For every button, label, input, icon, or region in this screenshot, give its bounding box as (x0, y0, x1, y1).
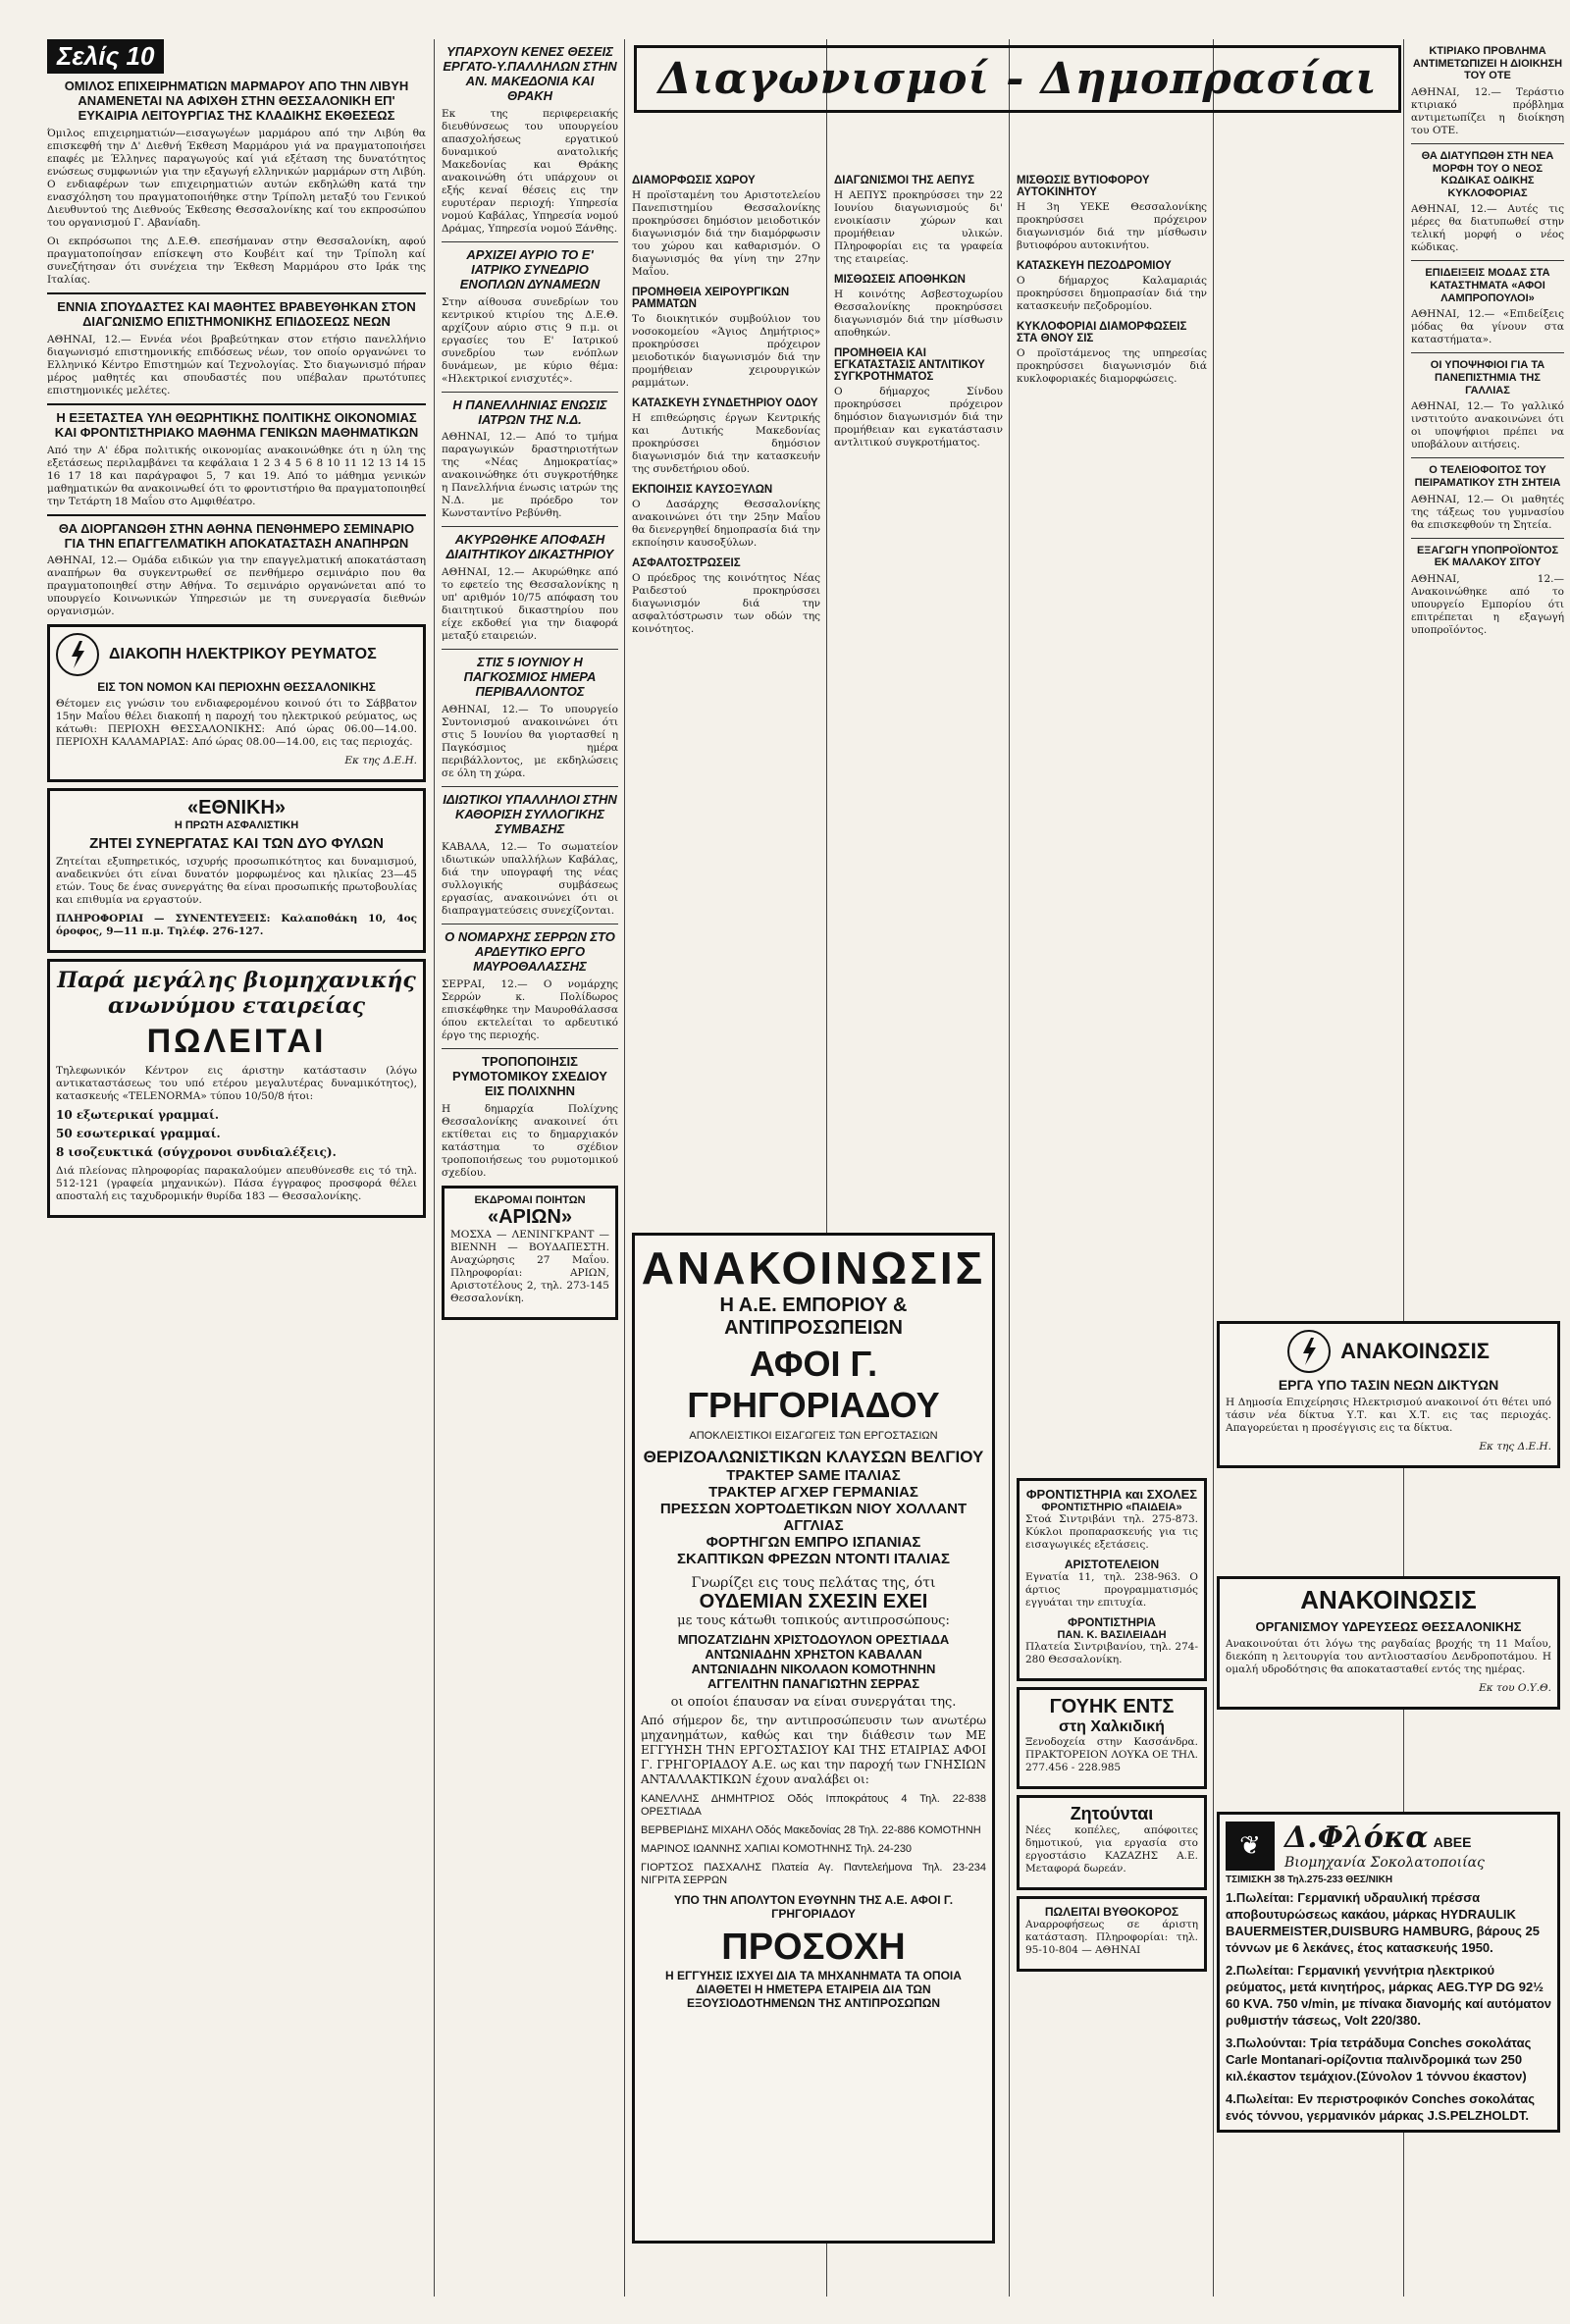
article-text: Οι εκπρόσωποι της Δ.Ε.Θ. επεσήμαναν στην Θεσσαλονίκη, αφού πραγματοποίησαν επίσκεψη στο Κουβέιτ καί την Τρίπολη καί συνεζήτησαν ότι συνέχεια την Έκθεση Μαρμάρου στο Ιράκ της Ιταλίας. (47, 235, 426, 286)
headline: ΔΙΑΓΩΝΙΣΜΟΙ ΤΗΣ ΑΕΠΥΣ (834, 175, 975, 186)
ad-text: Αναρροφήσεως σε άριστη κατάσταση. Πληροφορίαι: τηλ. 95-10-804 — ΑΘΗΝΑΙ (1025, 1919, 1198, 1956)
ad-text: Ζητείται εξυπηρετικός, ισχυρής προσωπικότητος και δυναμισμού, αναδεικνύει ότι είναι δυνατόν μορφωμένος και ηλικίας 23—45 ετών. Τους δε ένας συνεργάτης θα είναι προσωπικής πρωτοβουλίας και επιθυμία να εργαστούν. (56, 856, 417, 907)
headline: ΚΑΤΑΣΚΕΥΗ ΣΥΝΔΕΤΗΡΙΟΥ ΟΔΟΥ (632, 397, 818, 409)
column-2 (442, 39, 618, 1326)
list-item: ΑΓΓΕΛΙΤΗΝ ΠΑΝΑΓΙΩΤΗΝ ΣΕΡΡΑΣ (706, 1676, 920, 1691)
section-badge: Σελίς 10 (47, 39, 164, 74)
notice-text: οι οποίοι έπαυσαν να είναι συνεργάται της. (670, 1695, 957, 1710)
ad-title: Ζητούνται (1070, 1804, 1154, 1823)
ad-contact: ΠΛΗΡΟΦΟΡΙΑΙ — ΣΥΝΕΝΤΕΥΞΕΙΣ: Καλαποθάκη 10, 4ος όροφος, 9—11 π.μ. Τηλέφ. 276-127. (56, 913, 417, 938)
ad-subtitle: ΠΑΝ. Κ. ΒΑΣΙΛΕΙΑΔΗ (1057, 1629, 1167, 1641)
headline: ΑΡΧΙΖΕΙ ΑΥΡΙΟ ΤΟ Ε' ΙΑΤΡΙΚΟ ΣΥΝΕΔΡΙΟ ΕΝΟΠΛΩΝ ΔΥΝΑΜΕΩΝ (459, 246, 601, 291)
list-item: 10 εξωτερικαί γραμμαί. (56, 1108, 219, 1123)
notice-subtitle: ΟΡΓΑΝΙΣΜΟΥ ΥΔΡΕΥΣΕΩΣ ΘΕΣΣΑΛΟΝΙΚΗΣ (1255, 1619, 1522, 1634)
ad-title: ΠΩΛΕΙΤΑΙ ΒΥΘΟΚΟΡΟΣ (1044, 1905, 1179, 1919)
notice-signature: Εκ της Δ.Ε.Η. (344, 755, 417, 767)
ad-title: ΓΟΥΗΚ ΕΝΤΣ (1049, 1696, 1175, 1717)
headline: ΑΚΥΡΩΘΗΚΕ ΑΠΟΦΑΣΗ ΔΙΑΙΤΗΤΙΚΟΥ ΔΙΚΑΣΤΗΡΙΟΥ (445, 532, 614, 562)
list-item: ΜΑΡΙΝΟΣ ΙΩΑΝΝΗΣ ΧΑΠΙΑΙ ΚΟΜΟΤΗΝΗΣ Τηλ. 24-230 (641, 1843, 913, 1855)
notice-subtitle: ΕΙΣ ΤΟΝ ΝΟΜΟΝ ΚΑΙ ΠΕΡΙΟΧΗΝ ΘΕΣΣΑΛΟΝΙΚΗΣ (97, 680, 376, 695)
headline: ΤΡΟΠΟΠΟΙΗΣΙΣ ΡΥΜΟΤΟΜΙΚΟΥ ΣΧΕΔΙΟΥ ΕΙΣ ΠΟΛΙΧΝΗΝ (452, 1053, 607, 1098)
dei-network-notice (1217, 1321, 1560, 1468)
column-6 (1411, 39, 1564, 643)
headline: ΜΙΣΘΩΣΙΣ ΒΥΤΙΟΦΟΡΟΥ ΑΥΤΟΚΙΝΗΤΟΥ (1017, 175, 1150, 198)
article-text: Ο προϊστάμενος της υπηρεσίας προκηρύσσει διαγωνισμόν διά κυκλοφοριακές διαμορφώσεις. (1017, 347, 1207, 385)
headline: ΕΞΑΓΩΓΗ ΥΠΟΠΡΟΪΟΝΤΟΣ ΕΚ ΜΑΛΑΚΟΥ ΣΙΤΟΥ (1416, 544, 1559, 569)
headline: ΚΤΙΡΙΑΚΟ ΠΡΟΒΛΗΜΑ ΑΝΤΙΜΕΤΩΠΙΖΕΙ Η ΔΙΟΙΚΗΣΗ ΤΟΥ ΟΤΕ (1412, 45, 1563, 82)
list-item: 8 ισοζευκτικά (σύγχρονοι συνδιαλέξεις). (56, 1145, 337, 1160)
headline: ΑΣΦΑΛΤΟΣΤΡΩΣΕΙΣ (632, 557, 741, 569)
article-text: Ο Δασάρχης Θεσσαλονίκης ανακοινώνει ότι την 25ην Μαΐου θα διενεργηθεί δημοπρασία διά την εκποίησιν καυσοξύλων. (632, 499, 820, 549)
headline: Η ΠΑΝΕΛΛΗΝΙΑΣ ΕΝΩΣΙΣ ΙΑΤΡΩΝ ΤΗΣ Ν.Δ. (452, 396, 607, 427)
section-masthead: Διαγωνισμοί - Δημοπρασίαι (634, 45, 1401, 113)
ad-title: ΦΡΟΝΤΙΣΤΗΡΙΑ και ΣΧΟΛΕΣ (1025, 1487, 1198, 1502)
wanted-ad (1017, 1795, 1207, 1890)
ad-text: Τηλεφωνικόν Κέντρον εις άριστην κατάστασιν (λόγω αντικαταστάσεως του υπό ετέρου μεγαλυτέρας δυναμικότητος), κατασκευής «TELENORMA» τύπου 10/50/8 ήτοι: (56, 1065, 417, 1103)
ad-subtitle: ΦΡΟΝΤΙΣΤΗΡΙΟ «ΠΑΙΔΕΙΑ» (1041, 1502, 1182, 1513)
headline: ΚΑΤΑΣΚΕΥΗ ΠΕΖΟΔΡΟΜΙΟΥ (1017, 260, 1172, 272)
list-item: 2.Πωλείται: Γερμανική γεννήτρια ηλεκτρικού ρεύματος, μετά κινητήρος, μάρκας AEG.TYP DG 92½ 60 KVA. 750 ν/min, με πίνακα διανομής καί αυτόματον ρυθμιστήν τάσεως, Volt 220/380. (1226, 1963, 1552, 2028)
headline: ΚΥΚΛΟΦΟΡΙΑΙ ΔΙΑΜΟΡΦΩΣΕΙΣ ΣΤΑ ΘΝΟΥ ΣΙΣ (1017, 321, 1187, 344)
telephone-center-sale-ad (47, 959, 426, 1218)
headline: ΥΠΑΡΧΟΥΝ ΚΕΝΕΣ ΘΕΣΕΙΣ ΕΡΓΑΤΟ-Υ.ΠΑΛΛΗΛΩΝ ΣΤΗΝ ΑΝ. ΜΑΚΕΔΟΝΙΑ ΚΑΙ ΘΡΑΚΗ (443, 44, 617, 103)
list-item: ΚΑΝΕΛΛΗΣ ΔΗΜΗΤΡΙΟΣ Οδός Ιπποκράτους 4 Τηλ. 22-838 ΟΡΕΣΤΙΑΔΑ (641, 1793, 986, 1818)
dei-logo-icon (1287, 1330, 1331, 1373)
classified-ads (1017, 1472, 1207, 1978)
ad-text: Εγνατία 11, τηλ. 238-963. Ο άρτιος προγραμματισμός εγγυάται την επιτυχία. (1025, 1571, 1198, 1609)
ad-subtitle: Η ΠΡΩΤΗ ΑΣΦΑΛΙΣΤΙΚΗ (174, 819, 299, 832)
column-3 (632, 167, 820, 642)
headline: ΘΑ ΔΙΟΡΓΑΝΩΘΗ ΣΤΗΝ ΑΘΗΝΑ ΠΕΝΘΗΜΕΡΟ ΣΕΜΙΝΑΡΙΟ ΓΙΑ ΤΗΝ ΕΠΑΓΓΕΛΜΑΤΙΚΗ ΑΠΟΚΑΤΑΣΤΑΣΗ ΑΝΑΠΗΡΩΝ (58, 520, 415, 551)
notice-subtitle: ΕΡΓΑ ΥΠΟ ΤΑΣΙΝ ΝΕΩΝ ΔΙΚΤΥΩΝ (1278, 1377, 1499, 1393)
headline: ΠΡΟΜΗΘΕΙΑ ΚΑΙ ΕΓΚΑΤΑΣΤΑΣΙΣ ΑΝΤΛΙΤΙΚΟΥ ΣΥΓΚΡΟΤΗΜΑΤΟΣ (834, 347, 985, 383)
article-text: ΑΘΗΝΑΙ, 12.— Τεράστιο κτιριακό πρόβλημα αντιμετωπίζει η διοίκηση του ΟΤΕ. (1411, 85, 1564, 136)
column-rule (1009, 39, 1010, 2297)
article-text: ΑΘΗΝΑΙ, 12.— Ομάδα ειδικών για την επαγγελματική αποκατάσταση αναπήρων θα συγκεντρωθεί σε πενθήμερο σεμινάριο που θα πραγματοποιηθεί στην Αθήνα. Το σεμινάριο οργανώνεται από το υπουργείο Κοινωνικών Υπηρεσιών με τη συνεργασία διεθνών οργανισμών. (47, 555, 426, 618)
article-text: ΑΘΗΝΑΙ, 12.— Το υπουργείο Συντονισμού ανακοινώνει ότι στις 5 Ιουνίου θα γιορτασθεί η Παγκόσμιος ημέρα περιβάλλοντος, με εκδηλώσεις σε όλη τη χώρα. (442, 704, 618, 780)
company-name: ΑΦΟΙ Γ. ΓΡΗΓΟΡΙΑΔΟΥ (687, 1344, 940, 1425)
company-name: Δ.Φλόκα (1284, 1821, 1429, 1855)
notice-signature: Εκ της Δ.Ε.Η. (1479, 1441, 1551, 1452)
article-text: Από την Α' έδρα πολιτικής οικονομίας ανακοινώθηκε ότι η ύλη της εξετάσεως περιλαμβάνει τα κεφάλαια 1 2 3 4 5 6 8 10 11 12 13 14 15 16 17 18 και παράγραφοι 5, 7 και 19. Από το μάθημα γενικών μαθηματικών θα ανακοινωθεί ότι το φροντιστήριο θα πραγματοποιηθεί την Τετάρτη 18 Μαΐου στο Αμφιθέατρο. (47, 444, 426, 507)
ad-text: Πλατεία Σιντριβανίου, τηλ. 274-280 Θεσσαλονίκη. (1025, 1641, 1198, 1665)
notice-title: ΑΝΑΚΟΙΝΩΣΙΣ (1340, 1339, 1490, 1363)
warning-text: Η ΕΓΓΥΗΣΙΣ ΙΣΧΥΕΙ ΔΙΑ ΤΑ ΜΗΧΑΝΗΜΑΤΑ ΤΑ ΟΠΟΙΑ ΔΙΑΘΕΤΕΙ Η ΗΜΕΤΕΡΑ ΕΤΑΙΡΕΙΑ ΔΙΑ ΤΩΝ ΕΞΟΥΣΙΟΔΟΤΗΜΕΝΩΝ ΤΗΣ ΑΝΤΙΠΡΟΣΩΠΩΝ (665, 1969, 962, 2010)
arion-tours-ad (442, 1186, 618, 1320)
article-text: ΣΕΡΡΑΙ, 12.— Ο νομάρχης Σερρών κ. Πολίδωρος επισκέφθηκε την Μαυροθάλασσα όπου εκτελείται το αρδευτικό έργο της περιοχής. (442, 977, 618, 1041)
headline: ΕΝΝΙΑ ΣΠΟΥΔΑΣΤΕΣ ΚΑΙ ΜΑΘΗΤΕΣ ΒΡΑΒΕΥΘΗΚΑΝ ΣΤΟΝ ΔΙΑΓΩΝΙΣΜΟ ΕΠΙΣΤΗΜΟΝΙΚΗΣ ΕΠΙΔΟΣΕΩΣ ΝΕΩΝ (57, 298, 416, 329)
ethniki-ad (47, 788, 426, 953)
headline: Ο ΝΟΜΑΡΧΗΣ ΣΕΡΡΩΝ ΣΤΟ ΑΡΔΕΥΤΙΚΟ ΕΡΓΟ ΜΑΥΡΟΘΑΛΑΣΣΗΣ (445, 928, 615, 974)
headline: ΟΙ ΥΠΟΨΗΦΙΟΙ ΓΙΑ ΤΑ ΠΑΝΕΠΙΣΤΗΜΙΑ ΤΗΣ ΓΑΛΛΙΑΣ (1430, 359, 1545, 396)
ad-title: ΕΚΔΡΟΜΑΙ ΠΟΙΗΤΩΝ (474, 1193, 586, 1206)
company-tagline: Βιομηχανία Σοκολατοποιίας (1284, 1855, 1485, 1871)
article-text: Εκ της περιφερειακής διευθύνσεως του υπουργείου απασχολήσεως εργατικού δυναμικού ανατολικής Μακεδονίας και Θράκης ανακοινώθη ότι υπάρχουν οι εξής κεναί θέσεις εις την ευρυτέραν περιοχή: Υπηρεσία νομού Καβάλας, Υπηρεσία νομού Δράμας, Υπηρεσία νομού Ξάνθης. (442, 107, 618, 235)
water-authority-notice (1217, 1576, 1560, 1710)
article-text: Η ΑΕΠΥΣ προκηρύσσει την 22 Ιουνίου διαγωνισμούς δι' ενοικίασιν χώρων και προμήθειαν υλικών. Πληροφορίαι εις τα γραφεία της εταιρείας. (834, 189, 1003, 265)
article-text: Η 3η ΥΕΚΕ Θεσσαλονίκης προκηρύσσει πρόχειρον διαγωνισμόν διά την μίσθωσιν βυτιοφόρου αυτοκινήτου. (1017, 201, 1207, 251)
product-line: ΤΡΑΚΤΕΡ SAME ΙΤΑΛΙΑΣ (726, 1467, 901, 1484)
list-item: 4.Πωλείται: Εν περιστροφικόν Conches σοκολάτας ενός τόννου, γερμανικόν μάρκας J.S.PELZHOLDT. (1226, 2091, 1536, 2123)
article-text: Η δημαρχία Πολίχνης Θεσσαλονίκης ανακοινεί ότι εκτίθεται εις το δημαρχιακόν κατάστημα το σχέδιον τροποποιήσεως του ρυμοτομικού σχεδίου. (442, 1102, 618, 1179)
column-rule (434, 39, 435, 2297)
notice-signature: Εκ του Ο.Υ.Θ. (1479, 1682, 1551, 1694)
article-text: ΑΘΗΝΑΙ, 12.— Αυτές τις μέρες θα διατυπωθεί στην τελική μορφή ο νέος κώδικας. (1411, 203, 1564, 254)
headline: ΜΙΣΘΩΣΕΙΣ ΑΠΟΘΗΚΩΝ (834, 274, 966, 286)
ad-text: Ξενοδοχεία στην Κασσάνδρα. ΠΡΑΚΤΟΡΕΙΟΝ ΛΟΥΚΑ ΟΕ ΤΗΛ. 277.456 - 228.985 (1025, 1736, 1198, 1773)
headline: ΕΠΙΔΕΙΞΕΙΣ ΜΟΔΑΣ ΣΤΑ ΚΑΤΑΣΤΗΜΑΤΑ «ΑΦΟΙ ΛΑΜΠΡΟΠΟΥΛΟΙ» (1425, 267, 1550, 304)
column-5 (1017, 167, 1207, 392)
article-text: ΑΘΗΝΑΙ, 12.— Από το τμήμα παραγωγικών δραστηριοτήτων της «Νέας Δημοκρατίας» ανακοινώθηκε ότι συγκροτήθηκε η Πανελλήνια ένωσις ιατρών της Ν.Δ. με πρόεδρο τον Κωνσταντίνο Ρεβύνθη. (442, 431, 618, 520)
list-item: ΓΙΟΡΤΣΟΣ ΠΑΣΧΑΛΗΣ Πλατεία Αγ. Παντελεήμονα Τηλ. 23-234 ΝΙΓΡΙΤΑ ΣΕΡΡΩΝ (641, 1862, 986, 1886)
headline: ΠΡΟΜΗΘΕΙΑ ΧΕΙΡΟΥΡΓΙΚΩΝ ΡΑΜΜΑΤΩΝ (632, 287, 790, 310)
headline: Ο ΤΕΛΕΙΟΦΟΙΤΟΣ ΤΟΥ ΠΕΙΡΑΜΑΤΙΚΟΥ ΣΤΗ ΣΗΤΕΙΑ (1414, 464, 1561, 489)
ad-text: ΜΟΣΧΑ — ΛΕΝΙΝΓΚΡΑΝΤ — ΒΙΕΝΝΗ — ΒΟΥΔΑΠΕΣΤΗ. Αναχώρησις 27 Μαΐου. Πληροφορίαι: ΑΡΙΩΝ, Αριστοτέλους 2, τηλ. 273-145 Θεσσαλονίκη. (450, 1228, 609, 1304)
product-line: ΦΟΡΤΗΓΩΝ ΕΜΠΡΟ ΙΣΠΑΝΙΑΣ (706, 1534, 921, 1551)
floka-logo-icon: ❦ (1226, 1822, 1275, 1871)
product-line: ΣΚΑΠΤΙΚΩΝ ΦΡΕΖΩΝ ΝΤΟΝΤΙ ΙΤΑΛΙΑΣ (677, 1551, 950, 1567)
hotel-ad (1017, 1687, 1207, 1789)
notice-subtitle: Η Α.Ε. ΕΜΠΟΡΙΟΥ & ΑΝΤΙΠΡΟΣΩΠΕΙΩΝ (719, 1294, 908, 1339)
ad-footer: Διά πλείονας πληροφορίας παρακαλούμεν απευθύνεσθε εις τό τηλ. 512-121 (γραφεία μηχανικών). Πάσα έγγραφος προσφορά θέλει αποσταλή εις ταχυδρομικήν θυρίδα 183 — Θεσσαλονίκης. (56, 1165, 417, 1203)
power-outage-notice (47, 624, 426, 782)
headline: Η ΕΞΕΤΑΣΤΕΑ ΥΛΗ ΘΕΩΡΗΤΙΚΗΣ ΠΟΛΙΤΙΚΗΣ ΟΙΚΟΝΟΜΙΑΣ ΚΑΙ ΦΡΟΝΤΙΣΤΗΡΙΑΚΟ ΜΑΘΗΜΑ ΓΕΝΙΚΩΝ ΜΑΘΗΜΑΤΙΚΩΝ (54, 409, 419, 440)
ad-subtitle: ΑΡΙΣΤΟΤΕΛΕΙΟΝ (1064, 1558, 1160, 1571)
column-4 (834, 167, 1003, 455)
list-item: ΑΝΤΩΝΙΑΔΗΝ ΝΙΚΟΛΑΟΝ ΚΟΜΟΤΗΝΗΝ (691, 1662, 936, 1676)
headline: ΔΙΑΜΟΡΦΩΣΙΣ ΧΩΡΟΥ (632, 175, 756, 186)
notice-text: Ανακοινούται ότι λόγω της ραγδαίας βροχής τη 11 Μαΐου, διεκόπη η λειτουργία του αντλιοστασίου Δενδροποτάμου. Η ομαλή υδροδότησις θα αποκατασταθεί εντός της ημέρας. (1226, 1638, 1551, 1675)
list-item: ΑΝΤΩΝΙΑΔΗΝ ΧΡΗΣΤΟΝ ΚΑΒΑΛΑΝ (705, 1647, 922, 1662)
column-rule (1213, 39, 1214, 2297)
company-address: ΤΣΙΜΙΣΚΗ 38 Τηλ.275-233 ΘΕΣ/ΝΙΚΗ (1226, 1875, 1393, 1885)
notice-text: Η Δημοσία Επιχείρησις Ηλεκτρισμού ανακοινοί ότι θέτει υπό τάσιν νέα δίκτυα Υ.Τ. και Χ.Τ. εις τας περιοχάς. Απαγορεύεται η προσέγγισις εις τα δίκτυα. (1226, 1397, 1551, 1434)
article-text: ΚΑΒΑΛΑ, 12.— Το σωματείον ιδιωτικών υπαλλήλων Καβάλας, διά την υπογραφή της νέας συλλογικής συμβάσεως εργασίας, ανακοινώνει ότι οι διαπραγματεύσεις συνεχίζονται. (442, 840, 618, 917)
article-text: ΑΘΗΝΑΙ, 12.— Ανακοινώθηκε από το υπουργείο Εμπορίου ότι επιτρέπεται η εξαγωγή υποπροϊόντος. (1411, 572, 1564, 636)
article-text: ΑΘΗΝΑΙ, 12.— Ακυρώθηκε από το εφετείο της Θεσσαλονίκης η υπ' αριθμόν 10/75 απόφαση του διαιτητικού δικαστηρίου που είχε εκδοθεί για την διαφορά μεταξύ εταιρειών. (442, 566, 618, 643)
ad-title: «ΕΘΝΙΚΗ» (186, 797, 287, 819)
dei-logo-icon (56, 633, 99, 676)
column-rule (624, 39, 625, 2297)
company-tagline: ΑΠΟΚΛΕΙΣΤΙΚΟΙ ΕΙΣΑΓΩΓΕΙΣ ΤΩΝ ΕΡΓΟΣΤΑΣΙΩΝ (689, 1430, 938, 1442)
headline: ΟΜΙΛΟΣ ΕΠΙΧΕΙΡΗΜΑΤΙΩΝ ΜΑΡΜΑΡΟΥ ΑΠΟ ΤΗΝ ΛΙΒΥΗ ΑΝΑΜΕΝΕΤΑΙ ΝΑ ΑΦΙΧΘΗ ΣΤΗΝ ΘΕΣΣΑΛΟΝΙΚΗ ΕΠ' ΕΥΚΑΙΡΙΑ ΛΕΙΤΟΥΡΓΙΑΣ ΤΗΣ ΚΛΑΔΙΚΗΣ ΕΚΘΕΣΕΩΣ (64, 79, 409, 123)
article-text: Ο δήμαρχος Σίνδου προκηρύσσει πρόχειρον δημόσιον διαγωνισμόν διά την προμήθειαν και εγκατάστασιν αντλιτικού συγκροτήματος. (834, 386, 1003, 449)
notice-text: ΥΠΟ ΤΗΝ ΑΠΟΛΥΤΟΝ ΕΥΘΥΝΗΝ ΤΗΣ Α.Ε. ΑΦΟΙ Γ. ΓΡΗΓΟΡΙΑΔΟΥ (673, 1893, 954, 1921)
list-item: ΜΠΟΖΑΤΖΙΔΗΝ ΧΡΙΣΤΟΔΟΥΛΟΝ ΟΡΕΣΤΙΑΔΑ (677, 1632, 950, 1647)
product-line: ΠΡΕΣΣΩΝ ΧΟΡΤΟΔΕΤΙΚΩΝ ΝΙΟΥ ΧΟΛΛΑΝΤ ΑΓΓΛΙΑΣ (659, 1501, 968, 1534)
ad-subtitle: στη Χαλκιδική (1059, 1718, 1165, 1735)
headline: ΣΤΙΣ 5 ΙΟΥΝΙΟΥ Η ΠΑΓΚΟΣΜΙΟΣ ΗΜΕΡΑ ΠΕΡΙΒΑΛΛΟΝΤΟΣ (463, 655, 597, 700)
article-text: Η προϊσταμένη του Αριστοτελείου Πανεπιστημίου Θεσσαλονίκης προκηρύσσει δημόσιον μειοδοτικόν διαγωνισμόν διά την διαμόρφωσιν του χώρου και καθαρισμόν. Ο διαγωνισμός θα γίνη την 27ην Μαΐου. (632, 189, 820, 278)
article-text: Η κοινότης Ασβεστοχωρίου Θεσσαλονίκης προκηρύσσει διαγωνισμόν διά την μίσθωσιν αποθηκών. (834, 289, 1003, 339)
ad-text: Νέες κοπέλες, απόφοιτες δημοτικού, για εργασία στο εργοστάσιο ΚΑΖΑΖΗΣ Α.Ε. Μεταφορά δωρεάν. (1025, 1824, 1198, 1875)
product-line: ΘΕΡΙΖΟΑΛΩΝΙΣΤΙΚΩΝ ΚΛΑΥΣΩΝ ΒΕΛΓΙΟΥ (643, 1448, 984, 1466)
headline: ΕΚΠΟΙΗΣΙΣ ΚΑΥΣΟΞΥΛΩΝ (632, 484, 773, 496)
ad-subtitle: ΦΡΟΝΤΙΣΤΗΡΙΑ (1068, 1615, 1156, 1629)
dredger-sale-ad (1017, 1896, 1207, 1972)
article-text: ΑΘΗΝΑΙ, 12.— «Επιδείξεις μόδας θα γίνουν στα καταστήματα». (1411, 308, 1564, 346)
company-type: ΑΒΕΕ (1433, 1834, 1472, 1850)
list-item: 3.Πωλούνται: Τρία τετράδυμα Conches σοκολάτας Carle Montanari-ορίζοντια παλινδρομικά των 250 κιλ.έκαστον τεμάχιον.(Σύνολον 1 τόννου έκαστον) (1226, 2035, 1532, 2084)
article-text: Όμιλος επιχειρηματιών—εισαγωγέων μαρμάρου από την Λιβύη θα επισκεφθή την Δ' Διεθνή Έκθεση Μαρμάρου γιά να πραγματοποιήσει επαφές με Έλληνες παραγωγούς καί γιά εξέταση της δυνατότητος ενώσεως συμφωνιών για την εξαγωγή ελληνικών μαρμάρων στη Λιβύη. Ο ενδιαφέρων των επιχειρηματιών αυτών εκδηλώθη κατά την ενασχόληση του πραγματοποιήθηκε στην Τρίπολη μεταξύ του Γενικού Διευθυντού της Διεθνούς Έκθεσης Θεσσαλονίκης καί του εκπροσώπου του οργανισμού Γ. Αβανίαδη. (47, 127, 426, 229)
section-masthead-wrapper (634, 45, 1401, 113)
ad-text: Στοά Σιντριβάνι τηλ. 275-873. Κύκλοι προπαρασκευής για τις εισαγωγικές εξετάσεις. (1025, 1513, 1198, 1551)
list-item: ΒΕΡΒΕΡΙΔΗΣ ΜΙΧΑΗΛ Οδός Μακεδονίας 28 Τηλ. 22-886 ΚΟΜΟΤΗΝΗ (641, 1824, 981, 1836)
column-1 (47, 39, 426, 1224)
article-text: Ο πρόεδρος της κοινότητος Νέας Ραιδεστού προκηρύσσει διαγωνισμόν διά την ασφαλτόστρωσιν των οδών της κοινότητος. (632, 572, 820, 635)
notice-emphasis: ΟΥΔΕΜΙΑΝ ΣΧΕΣΙΝ ΕΧΕΙ (699, 1591, 928, 1612)
notice-text: Γνωρίζει εις τους πελάτας της, ότι (691, 1575, 936, 1591)
article-text: Στην αίθουσα συνεδρίων του κεντρικού κτιρίου της Δ.Ε.Θ. αρχίζουν αύριο στις 9 π.μ. οι εργασίες του Ε' Ιατρικού συνεδρίου των ενόπλων δυνάμεων, με κύριο θέμα: «Ηλεκτρικοί ενισχυτές». (442, 295, 618, 385)
list-item: 50 εσωτερικαί γραμμαί. (56, 1127, 221, 1141)
article-text: ΑΘΗΝΑΙ, 12.— Το γαλλικό ινστιτούτο ανακοινώνει ότι οι υποψήφιοι πρέπει να υποβάλουν αιτήσεις. (1411, 400, 1564, 451)
notice-title: ΑΝΑΚΟΙΝΩΣΙΣ (1300, 1585, 1477, 1614)
ad-title: Παρά μεγάλης βιομηχανικής (57, 968, 416, 994)
list-item: 1.Πωλείται: Γερμανική υδραυλική πρέσσα αποβουτυρώσεως κακάου, μάρκας HYDRAULIK BAUERMEISTER,DUISBURG HAMBURG, βάρους 25 τόννων με 6 λεκάνες, έτος κατασκευής 1950. (1226, 1890, 1540, 1955)
ad-title: ανωνύμου εταιρείας (107, 993, 366, 1020)
article-text: Ο δήμαρχος Καλαμαριάς προκηρύσσει δημοπρασίαν διά την κατασκευήν πεζοδρομίου. (1017, 275, 1207, 312)
notice-title: ΔΙΑΚΟΠΗ ΗΛΕΚΤΡΙΚΟΥ ΡΕΥΜΑΤΟΣ (109, 646, 377, 663)
product-line: ΤΡΑΚΤΕΡ ΑΓΧΕΡ ΓΕΡΜΑΝΙΑΣ (708, 1484, 918, 1501)
tutoring-ad (1017, 1478, 1207, 1681)
headline: ΙΔΙΩΤΙΚΟΙ ΥΠΑΛΛΗΛΟΙ ΣΤΗΝ ΚΑΘΟΡΙΣΗ ΣΥΛΛΟΓΙΚΗΣ ΣΥΜΒΑΣΗΣ (443, 792, 617, 836)
article-text: ΑΘΗΝΑΙ, 12.— Εννέα νέοι βραβεύτηκαν στον ετήσιο πανελλήνιο διαγωνισμό επιστημονικής επιδόσεως νέων, τον οποίο οργανώνει το Ελληνικό Κέντρο Επιστημών καί Τεχνολογίας. Στο διαγωνισμό πήραν μέρος μαθητές και σπουδαστές που υπέβαλαν πρωτότυπες επιστημονικές μελέτες. (47, 333, 426, 396)
ad-headline: ΠΩΛΕΙΤΑΙ (146, 1023, 327, 1061)
grigoriadou-notice (632, 1233, 995, 2244)
notice-text: Θέτομεν εις γνώσιν του ενδιαφερομένου κοινού ότι το Σάββατον 15ην Μαΐου θέλει διακοπή η παροχή του ηλεκτρικού ρεύματος, ως κάτωθι: ΠΕΡΙΟΧΗ ΘΕΣΣΑΛΟΝΙΚΗΣ: Από ώρας 06.00—14.00. ΠΕΡΙΟΧΗ ΚΑΛΑΜΑΡΙΑΣ: Από ώρας 08.00—14.00, εις τας περιοχάς. (56, 698, 417, 749)
notice-title: ΑΝΑΚΟΙΝΩΣΙΣ (641, 1242, 986, 1294)
notice-text: με τους κάτωθι τοπικούς αντιπροσώπους: (677, 1613, 950, 1628)
warning-headline: ΠΡΟΣΟΧΗ (721, 1927, 906, 1968)
ad-headline: «ΑΡΙΩΝ» (487, 1205, 573, 1228)
article-text: Το διοικητικόν συμβούλιον του νοσοκομείου «Άγιος Δημήτριος» προκηρύσσει πρόχειρον μειοδοτικόν διαγωνισμόν διά την προμήθειαν χειρουργικών ραμμάτων. (632, 313, 820, 389)
headline: ΘΑ ΔΙΑΤΥΠΩΘΗ ΣΤΗ ΝΕΑ ΜΟΡΦΗ ΤΟΥ Ο ΝΕΟΣ ΚΩΔΙΚΑΣ ΟΔΙΚΗΣ ΚΥΚΛΟΦΟΡΙΑΣ (1421, 149, 1554, 199)
article-text: Η επιθεώρησις έργων Κεντρικής και Δυτικής Μακεδονίας προκηρύσσει δημόσιον διαγωνισμόν διά την κατασκευήν της συνδετήριου οδού. (632, 412, 820, 475)
notice-text: Από σήμερον δε, την αντιπροσώπευσιν των ανωτέρω μηχανημάτων, καθώς και την διάθεσιν των ΜΕ ΕΓΓΥΗΣΗ ΤΗΝ ΕΡΓΟΣΤΑΣΙΟΥ ΚΑΙ ΤΗΣ ΕΤΑΙΡΙΑΣ ΑΦΟΙ Γ. ΓΡΗΓΟΡΙΑΔΟΥ Α.Ε. ως και την παροχή των ΓΝΗΣΙΩΝ ΑΝΤΑΛΛΑΚΤΙΚΩΝ έχουν αναλάβει οι: (641, 1714, 986, 1786)
article-text: ΑΘΗΝΑΙ, 12.— Οι μαθητές της τάξεως του γυμνασίου θα επισκεφθούν τη Σητεία. (1411, 493, 1564, 531)
ad-headline: ΖΗΤΕΙ ΣΥΝΕΡΓΑΤΑΣ ΚΑΙ ΤΩΝ ΔΥΟ ΦΥΛΩΝ (89, 835, 384, 853)
floka-ad (1217, 1812, 1560, 2133)
